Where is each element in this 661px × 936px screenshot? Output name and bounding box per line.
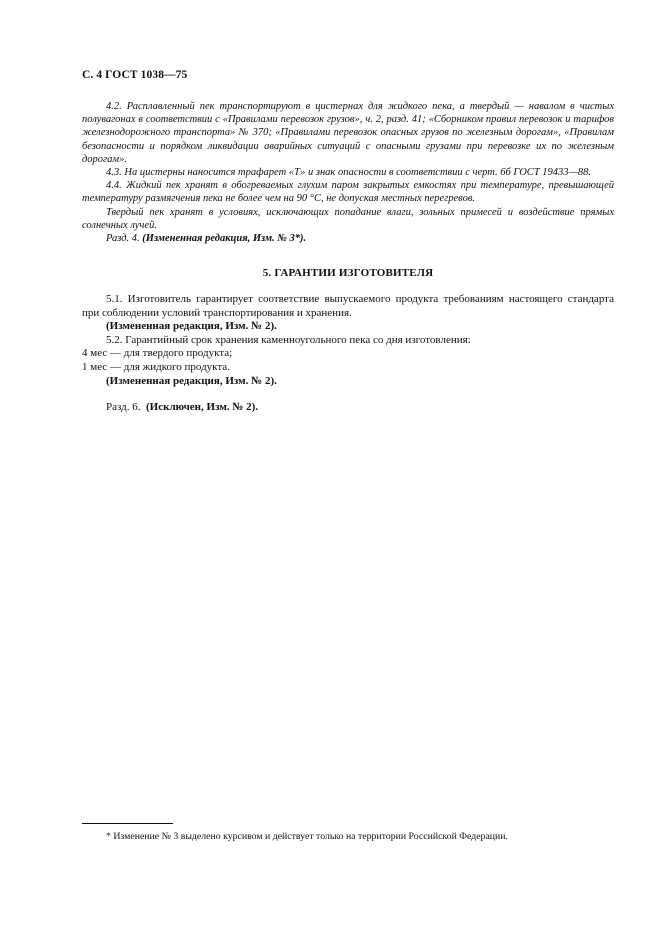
section-4-edit-text: (Измененная редакция, Изм. № 3*). <box>142 233 307 245</box>
page-header: С. 4 ГОСТ 1038—75 <box>82 69 188 81</box>
section-6-excluded-note: (Исключен, Изм. № 2). <box>146 401 259 413</box>
section-4-text <box>82 100 614 245</box>
term-liquid-product: 1 мес — для жидкого продукта. <box>82 360 230 373</box>
paragraph-4-3: 4.3. На цистерны наносится трафарет «Т» и знак опасности в соответствии с черт. 6б ГОСТ 19433—88. <box>106 167 591 179</box>
paragraph-4-4: 4.4. Жидкий пек хранят в обогреваемых глухим паром закрытых емкостях при температуре, превышающей температуру размягчения пека не более чем на 90 °С, не допуская местных перегревов. <box>82 180 614 205</box>
footnote-divider <box>82 823 173 824</box>
section-5-1-edit-note: (Измененная редакция, Изм. № 2). <box>106 320 277 333</box>
document-page <box>82 0 614 936</box>
section-5-text <box>82 293 614 388</box>
paragraph-5-2: 5.2. Гарантийный срок хранения каменноугольного пека со дня изготовления: <box>106 333 471 346</box>
section-6-prefix: Разд. 6. <box>106 401 141 413</box>
section-5-2-edit-note: (Измененная редакция, Изм. № 2). <box>106 374 277 387</box>
section-4-edit-prefix: Разд. 4. <box>106 233 140 245</box>
paragraph-solid-storage: Твердый пек хранят в условиях, исключающих попадание влаги, зольных примесей и воздействие прямых солнечных лучей. <box>82 206 614 231</box>
section-6-note <box>106 401 258 413</box>
paragraph-5-1: 5.1. Изготовитель гарантирует соответствие выпускаемого продукта требованиям настоящего стандарта при соблюдении условий транспортирования и хранения. <box>82 293 614 319</box>
term-solid-product: 4 мес — для твердого продукта; <box>82 347 233 360</box>
section-4-edit-note <box>82 232 614 245</box>
paragraph-4-2: 4.2. Расплавленный пек транспортируют в цистернах для жидкого пека, а твердый — навалом в чистых полувагонах в соответствии с «Правилами перевозок грузов», ч. 2, разд. 41; «Сборником правил перевозок и тарифов железнодорожного транспорта» № 370; «Правилами перевозок опасных грузов по железным дорогам», «Правилам безопасности и порядком ликвидации аварийных ситуаций с опасными грузами при перевозке их по железным дорогам». <box>82 101 614 165</box>
footnote: * Изменение № 3 выделено курсивом и действует только на территории Российской Федерации. <box>106 831 508 842</box>
section-5-heading: 5. ГАРАНТИИ ИЗГОТОВИТЕЛЯ <box>262 267 434 279</box>
